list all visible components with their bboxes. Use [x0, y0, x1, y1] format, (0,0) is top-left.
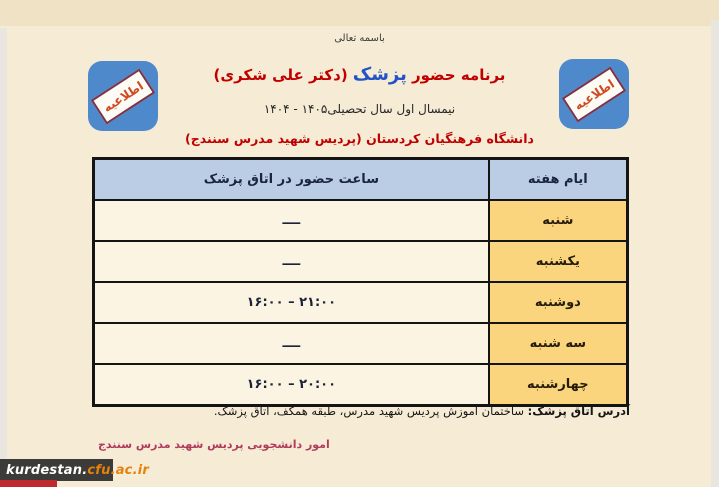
hours-cell: ــــ — [94, 200, 489, 241]
page-title — [0, 64, 719, 85]
hours-cell: ــــ — [94, 241, 489, 282]
table-row — [94, 364, 628, 406]
right-edge-strip — [711, 20, 719, 487]
hours-column-header: ساعت حضور در اتاق پزشک — [94, 159, 489, 201]
table-row — [94, 241, 628, 282]
hours-cell: ۱۶:۰۰ – ۲۰:۰۰ — [94, 364, 489, 406]
doctor-room-address — [70, 404, 630, 418]
hours-cell: ــــ — [94, 323, 489, 364]
schedule-table — [92, 157, 629, 407]
website-domain-suffix: cfu.ac.ir — [87, 462, 149, 478]
website-domain-prefix: kurdestan. — [6, 462, 88, 478]
table-header-row — [94, 159, 628, 201]
table-row — [94, 323, 628, 364]
announcement-stamp-icon: اطلاعیه — [562, 66, 626, 122]
student-affairs-signature: امور دانشجویی پردیس شهید مدرس سنندج — [98, 438, 330, 451]
title-part-doctor: پزشک — [352, 64, 407, 85]
left-edge-strip — [0, 28, 7, 487]
bismillah-text: باسمه تعالی — [334, 33, 385, 44]
university-line: دانشگاه فرهنگیان کردستان (پردیس شهید مدرس سنندج) — [185, 131, 534, 146]
table-row — [94, 282, 628, 323]
title-part-program: برنامه حضور — [411, 66, 506, 84]
top-edge-band — [0, 0, 719, 26]
announcement-stamp-icon: اطلاعیه — [91, 68, 155, 124]
days-column-header: ایام هفته — [489, 159, 628, 201]
address-label: آدرس اتاق پزشک: — [527, 404, 630, 418]
day-cell: یکشنبه — [489, 241, 628, 282]
bottom-left-red-strip — [0, 480, 57, 487]
hours-cell: ۱۶:۰۰ – ۲۱:۰۰ — [94, 282, 489, 323]
day-cell: شنبه — [489, 200, 628, 241]
day-cell: چهارشنبه — [489, 364, 628, 406]
website-link[interactable] — [0, 459, 149, 481]
day-cell: دوشنبه — [489, 282, 628, 323]
title-part-name: (دکتر علی شکری) — [213, 66, 348, 84]
day-cell: سه شنبه — [489, 323, 628, 364]
table-row — [94, 200, 628, 241]
address-text: ساختمان آموزش پردیس شهید مدرس، طبقه همکف، اتاق پزشک. — [213, 404, 528, 418]
semester-subtitle: نیمسال اول سال تحصیلی۱۴۰۵ - ۱۴۰۴ — [263, 102, 456, 116]
